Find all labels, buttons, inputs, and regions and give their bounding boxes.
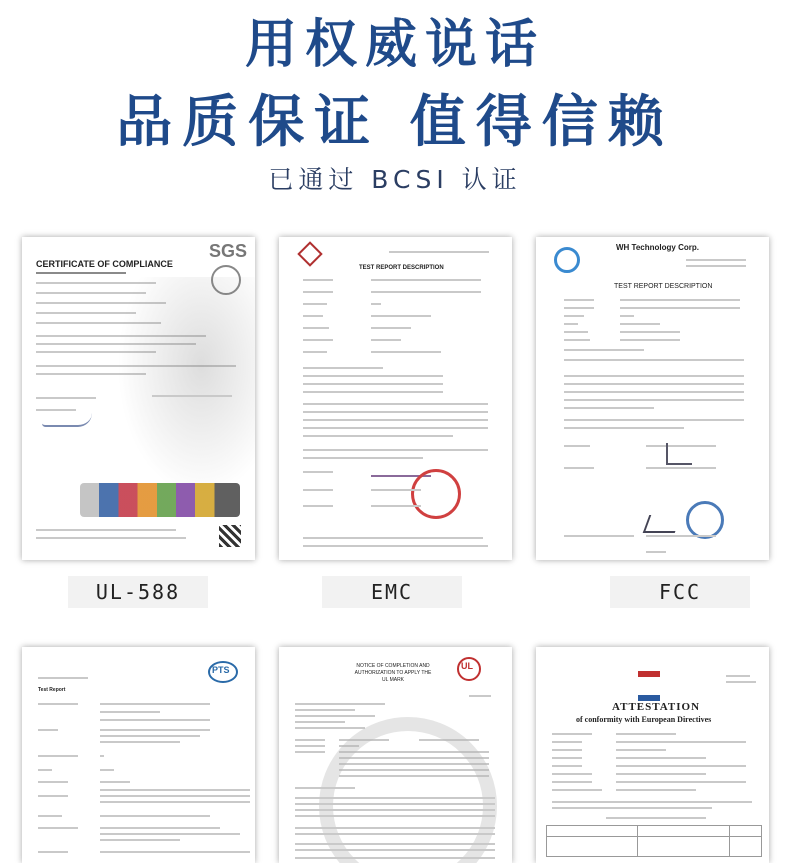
lcie-logo-icon bbox=[638, 671, 660, 701]
standards-table bbox=[546, 825, 762, 857]
label-emc: EMC bbox=[322, 576, 462, 608]
headline-primary: 用权威说话 bbox=[244, 15, 545, 75]
subheadline: 已通过 BCSI 认证 bbox=[268, 165, 522, 194]
document-title: TEST REPORT DESCRIPTION bbox=[614, 283, 713, 290]
sgs-logo: SGS bbox=[208, 241, 247, 261]
label-ul588: UL-588 bbox=[68, 576, 208, 608]
certificate-fcc bbox=[536, 237, 769, 560]
blue-seal-icon bbox=[686, 501, 724, 539]
signature-icon bbox=[42, 413, 92, 427]
certificate-pts bbox=[22, 647, 255, 863]
certificate-ul-notice bbox=[279, 647, 512, 863]
ul-logo: UL bbox=[461, 661, 473, 671]
signature-icon bbox=[643, 515, 682, 533]
document-title: CERTIFICATE OF COMPLIANCE bbox=[36, 259, 173, 269]
document-title: Test Report bbox=[38, 687, 66, 693]
pts-logo-icon bbox=[208, 661, 238, 683]
label-fcc: FCC bbox=[610, 576, 750, 608]
headline-secondary: 品质保证 值得信赖 bbox=[116, 90, 674, 155]
company-logo-icon bbox=[297, 241, 322, 266]
document-title: TEST REPORT DESCRIPTION bbox=[359, 265, 444, 271]
certificate-attestation bbox=[536, 647, 769, 863]
document-subtitle: of conformity with European Directives bbox=[576, 715, 712, 724]
sgs-flags-strip bbox=[80, 483, 240, 517]
certificate-emc bbox=[279, 237, 512, 560]
eagle-watermark-icon bbox=[117, 277, 255, 497]
qr-code-icon bbox=[219, 525, 241, 547]
signature-icon bbox=[666, 443, 692, 465]
document-title: NOTICE OF COMPLETION AND AUTHORIZATION TO APPLY THE UL MARK bbox=[354, 663, 432, 683]
pts-logo: PTS bbox=[212, 665, 230, 675]
document-title: ATTESTATION bbox=[612, 701, 701, 713]
company-name: WH Technology Corp. bbox=[616, 243, 699, 252]
company-logo-icon bbox=[554, 247, 580, 273]
red-seal-icon bbox=[411, 469, 461, 519]
certificate-ul588 bbox=[22, 237, 255, 560]
